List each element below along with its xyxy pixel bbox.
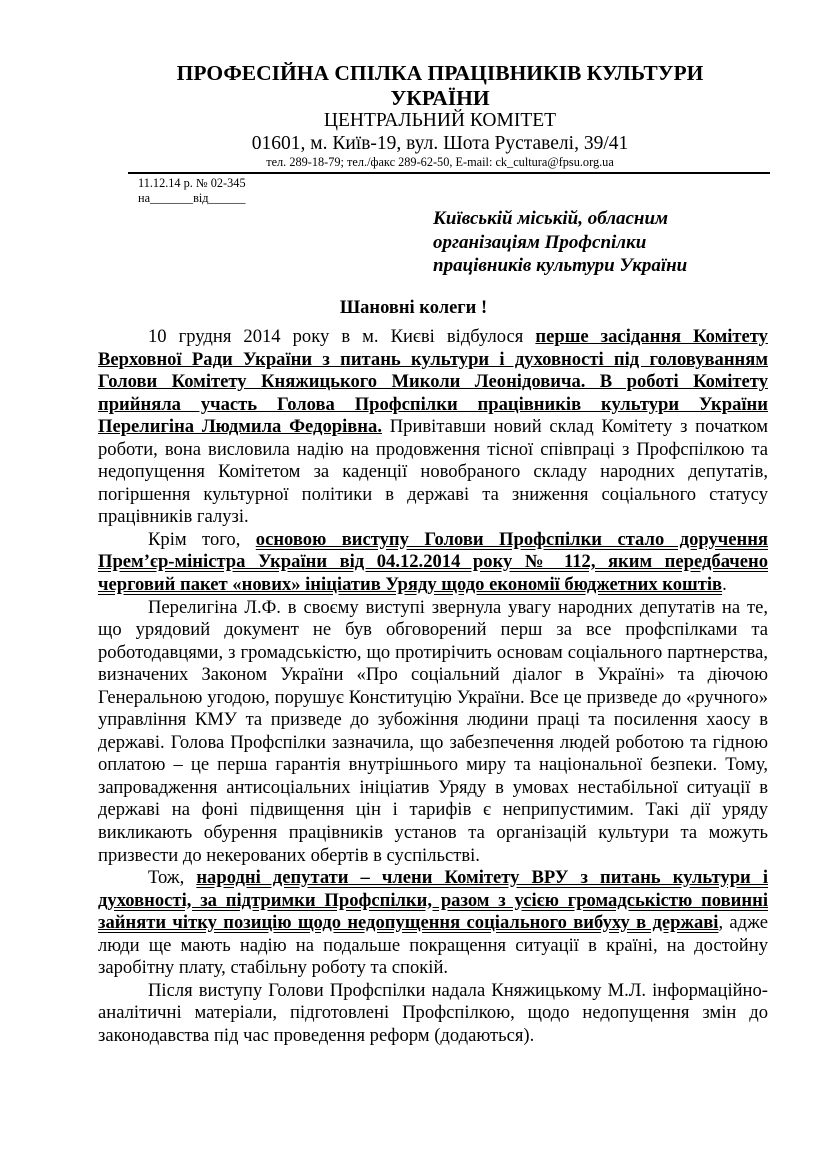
committee-name: ЦЕНТРАЛЬНИЙ КОМІТЕТ (323, 110, 557, 131)
paragraph-text: Тож, (148, 867, 197, 889)
emphasized-text: перше засідання Комітету Верховної Ради України з питань культури і духовності під головуванням Голови Комітету Княжицького Миколи Леонідовича. В роботі Комітету прийняла участь Голова Профспілки працівників культури України Перелигіна Людмила Федорівна. (98, 326, 768, 438)
paragraph-text: 10 грудня 2014 року в м. Києві відбулося (148, 326, 536, 347)
paragraph (98, 326, 768, 529)
organization-title (140, 61, 740, 111)
paragraph-text: Крім того, (148, 528, 256, 550)
greeting: Шановні колеги ! (339, 298, 488, 318)
addressee-line: Київській міській, обласним (433, 208, 669, 229)
header-divider (128, 172, 770, 174)
paragraph-text: Привітавши новий склад Комітету з початком роботи, вона висловила надію на продовження тісної співпраці з Профспілкою та недопущення Комітетом за каденції новобраного складу народних депутатів, погіршення культурної політики в державі та зниження соціального статусу працівників галузі. (98, 416, 768, 528)
organization-title-line1: ПРОФЕСІЙНА СПІЛКА ПРАЦІВНИКІВ КУЛЬТУРИ (176, 61, 704, 85)
emphasized-text: основою виступу Голови Профспілки стало доручення Прем’єр-міністра України від 04.12.2014 року № 112, яким передбачено черговий пакет «нових» ініціатив Уряду щодо економії бюджетних коштів (98, 528, 768, 596)
paragraph-text: Перелигіна Л.Ф. в своєму виступі звернула увагу народних депутатів на те, що урядовий документ не був обговорений перш за все профспілками та роботодавцями, з громадськістю, що протирічить основам соціального партнерства, визначених Законом України «Про соціальний діалог в Україні» та діючою Генеральною угодою, порушує Конституцію України. Все це призведе до «ручного» управління КМУ та призведе до зубожіння людини праці та посилення хаосу в державі. Голова Профспілки зазначила, що забезпечення людей роботою та гідною оплатою – це перша гарантія внутрішнього миру та національної безпеки. Тому, запровадження антисоціальних ініціатив Уряду в умовах нестабільної ситуації в державі на фоні підвищення цін і тарифів є неприпустимим. Такі дії уряду викликають обурення працівників установ та організацій культури та можуть призвести до некерованих обертів в суспільстві. (98, 596, 768, 866)
paragraph (98, 867, 768, 980)
addressee-line: організаціям Профспілки (433, 231, 647, 253)
addressee-block (433, 207, 687, 278)
outgoing-number: 11.12.14 р. № 02-345 (138, 176, 246, 190)
emphasized-text: народні депутати – члени Комітету ВРУ з питань культури і духовності, за підтримки Профспілки, разом з усією громадськістю повинні зайняти чітку позицію щодо недопущення соціального вибуху в державі (98, 867, 768, 934)
addressee-line: працівників культури України (433, 255, 688, 276)
paragraph-text: Після виступу Голови Профспілки надала Княжицькому М.Л. інформаційно-аналітичні матеріали, підготовлені Профспілкою, щодо недопущення змін до законодавства під час проведення реформ (додаються). (98, 979, 768, 1046)
incoming-reference: на_______від______ (138, 191, 246, 205)
paragraph (98, 980, 768, 1048)
letter-body (98, 326, 768, 1048)
organization-title-line2: УКРАЇНИ (390, 86, 490, 110)
paragraph (98, 529, 768, 597)
postal-address: 01601, м. Київ-19, вул. Шота Руставелі, 39/41 (251, 133, 629, 154)
contact-info: тел. 289-18-79; тел./факс 289-62-50, E-mail: ck_cultura@fpsu.org.ua (266, 155, 614, 169)
paragraph-text: , адже люди ще мають надію на подальше покращення ситуації в країні, на достойну заробітну плату, стабільну роботу та спокій. (98, 912, 768, 979)
paragraph-text: . (722, 574, 727, 596)
paragraph (98, 597, 768, 868)
